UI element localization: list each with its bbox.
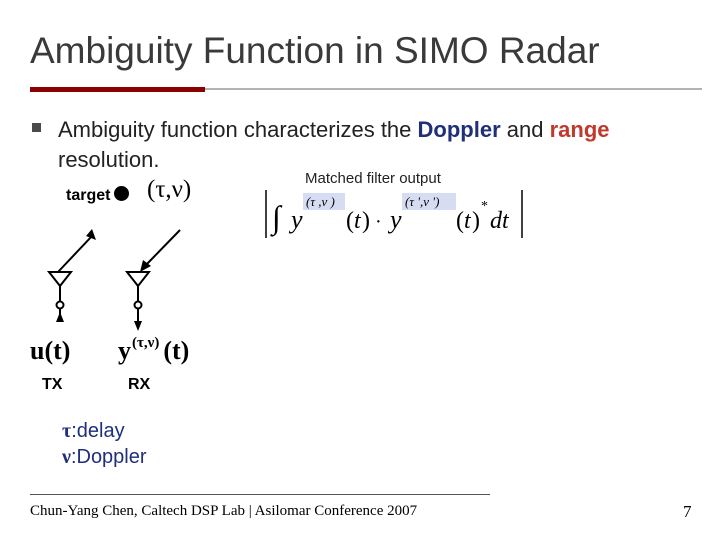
matched-filter-label: Matched filter output: [305, 170, 441, 187]
rx-antenna-port: [135, 302, 142, 309]
svg-text:t: t: [354, 208, 361, 234]
target-label: target: [66, 187, 111, 204]
delay-text: :delay: [71, 420, 125, 442]
rx-signal: [118, 336, 189, 366]
tx-antenna-port: [57, 302, 64, 309]
svg-text:*: *: [481, 199, 488, 214]
footer-text: Chun-Yang Chen, Caltech DSP Lab | Asilomar Conference 2007: [30, 503, 418, 519]
slide-title: Ambiguity Function in SIMO Radar: [30, 30, 600, 71]
rx-arrow-line: [145, 230, 180, 266]
svg-text:∫: ∫: [272, 199, 281, 235]
tx-feed-arrow-icon: [56, 312, 64, 322]
svg-text:dt: dt: [490, 208, 509, 234]
symbol-definitions: [62, 418, 147, 470]
doppler-highlight: Doppler: [417, 117, 501, 142]
doppler-text: :Doppler: [70, 446, 147, 468]
svg-text:(τ ,ν ): (τ ,ν ): [306, 194, 335, 209]
svg-text:(τ ',ν '): (τ ',ν '): [405, 194, 440, 209]
svg-text:y: y: [390, 205, 402, 234]
tx-signal: u(t): [30, 336, 71, 365]
bullet-text-part2: and: [500, 117, 550, 142]
svg-text:(: (: [346, 208, 354, 234]
rx-signal-base: y: [118, 336, 131, 365]
rx-feed-arrow-icon: [134, 321, 142, 331]
svg-text:(: (: [456, 208, 464, 234]
rx-signal-arg: (t): [163, 336, 190, 365]
svg-text:y: y: [291, 205, 303, 234]
matched-filter-formula: [264, 186, 528, 240]
svg-text:t: t: [464, 208, 471, 234]
svg-text:): ): [472, 208, 480, 234]
tx-arrow-line: [58, 236, 92, 272]
rx-antenna-icon: [127, 272, 149, 286]
tx-label: TX: [42, 376, 63, 393]
tau-symbol: τ: [62, 420, 72, 442]
svg-text:·: ·: [375, 211, 382, 233]
range-highlight: range: [549, 117, 610, 142]
definition-delay: [62, 418, 147, 444]
bullet-text-part1: Ambiguity function characterizes the: [58, 117, 418, 142]
rx-signal-superscript: (τ,ν): [132, 335, 160, 351]
tx-antenna-icon: [49, 272, 71, 286]
svg-text:): ): [362, 208, 370, 234]
definition-doppler: [62, 444, 147, 470]
nu-symbol: ν: [62, 446, 71, 468]
target-params: (τ,ν): [147, 176, 192, 203]
page-number: 7: [683, 502, 692, 521]
footer-rule: [30, 494, 490, 495]
bullet-text-part3: resolution.: [58, 147, 160, 172]
rx-label: RX: [128, 376, 151, 393]
